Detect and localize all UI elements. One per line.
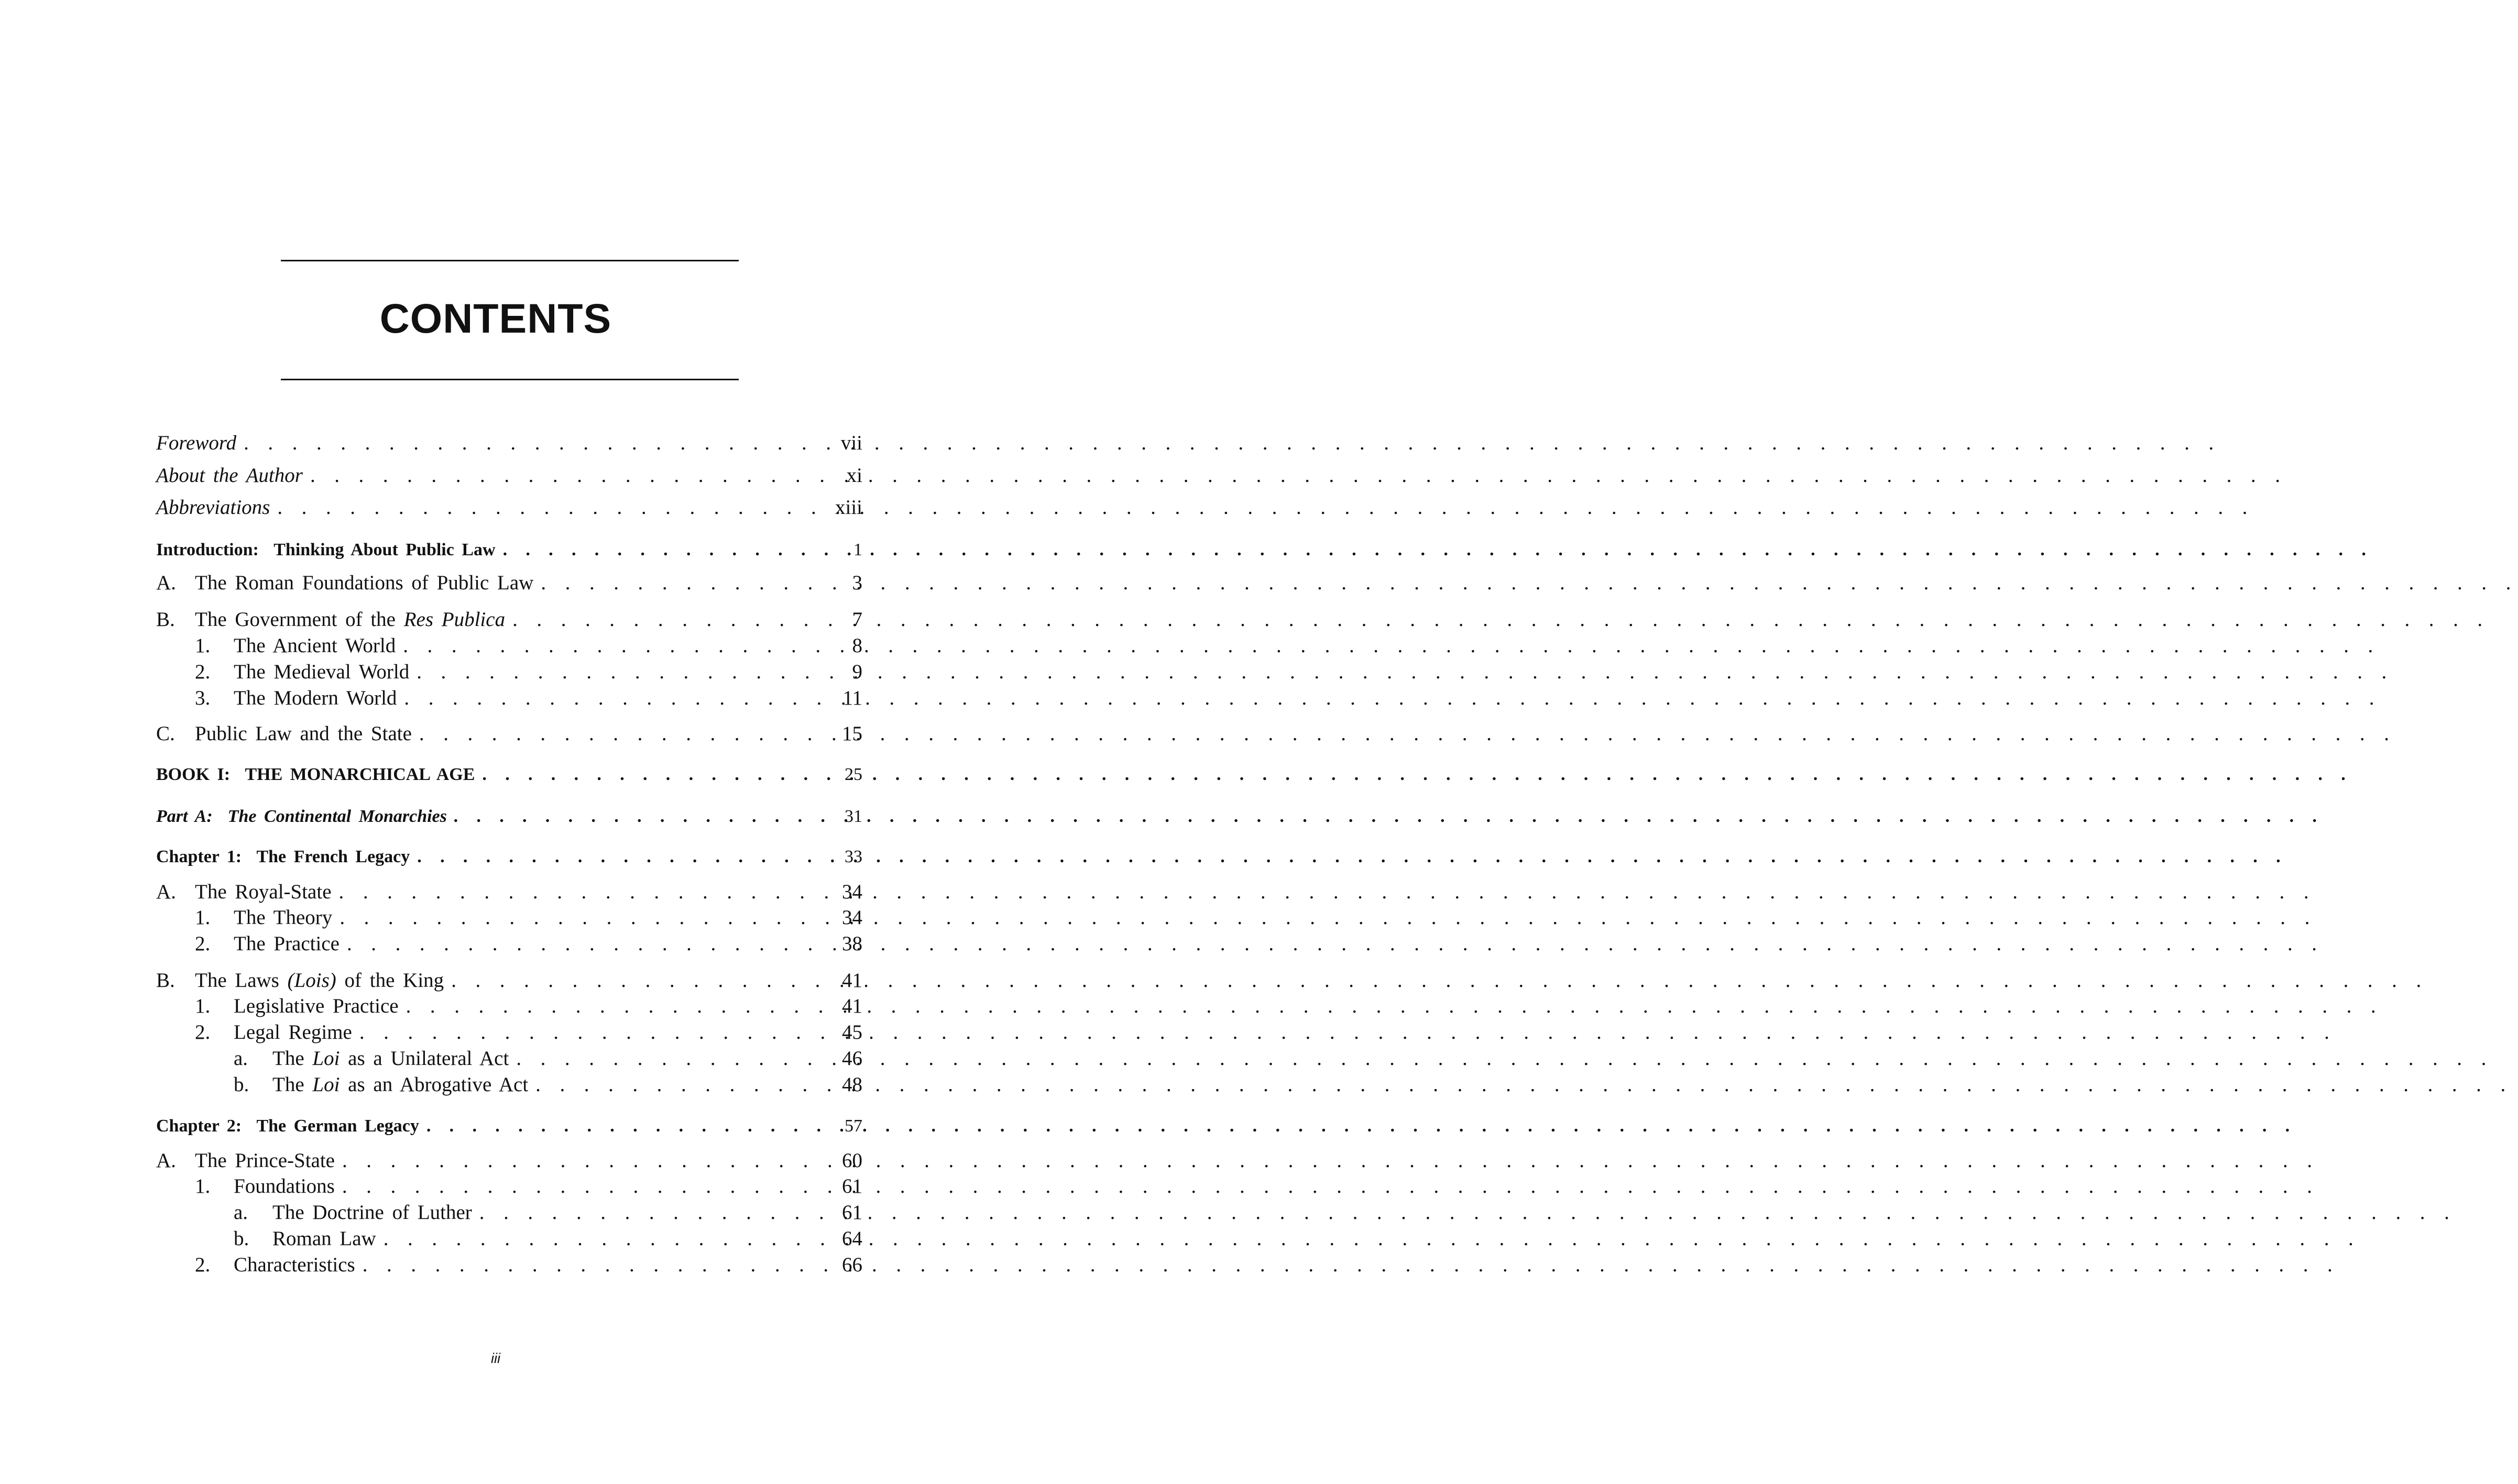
table-of-contents [156, 0, 862, 1484]
dot-leader [355, 1255, 2339, 1275]
toc-entry-number: 2. [195, 1021, 211, 1043]
toc-entry-title-part: The Royal-State [195, 881, 332, 903]
toc-entry-title [156, 808, 447, 826]
toc-entry-title-part: Legal Regime [234, 1021, 352, 1043]
toc-entry-number: A. [156, 571, 176, 594]
toc-entry-title [234, 1255, 355, 1275]
toc-entry-title-part: The Doctrine of Luther [272, 1201, 472, 1224]
toc-entry-title [156, 766, 475, 784]
toc-entry-number: 2. [195, 1254, 211, 1276]
toc-entry-title-part: The Practice [234, 932, 340, 955]
toc-entry [156, 1065, 862, 1095]
dot-leader [340, 933, 2324, 954]
toc-entry-number: 1. [195, 995, 211, 1017]
toc-entry-title-part: Abbreviations [156, 496, 270, 519]
toc-entry [156, 714, 862, 744]
toc-entry [156, 1141, 862, 1171]
toc-entry [156, 1246, 862, 1275]
toc-entry-title [156, 497, 270, 518]
toc-entry-page-number: xi [846, 464, 862, 487]
toc-entry-title [156, 541, 496, 559]
toc-entry [156, 530, 862, 559]
dot-leader [419, 1117, 2297, 1135]
toc-entry-title-part: The [272, 1047, 313, 1070]
toc-entry-title [195, 573, 533, 593]
toc-entry-title-part: as an Abrogative Act [340, 1073, 529, 1096]
toc-entry-title [234, 688, 397, 708]
toc-entry-page-number: 33 [845, 847, 862, 866]
toc-entry-number: 2. [195, 932, 211, 955]
toc-entry-page-number: 15 [842, 722, 862, 745]
toc-entry [156, 1167, 862, 1196]
toc-entry-page-number: 61 [842, 1175, 862, 1197]
toc-entry-title [156, 848, 410, 866]
toc-entry [156, 796, 862, 826]
dot-leader [496, 541, 2373, 559]
toc-entry-title [234, 933, 340, 954]
toc-entry-title-part: The Modern World [234, 687, 397, 709]
toc-entry-number: 2. [195, 661, 211, 683]
toc-entry-number: C. [156, 722, 175, 745]
toc-entry [156, 1193, 862, 1223]
dot-leader [270, 497, 2254, 518]
toc-entry [156, 679, 862, 708]
dot-leader [236, 433, 2220, 453]
toc-entry-page-number: 31 [845, 807, 862, 826]
toc-entry-title-part: Introduction: Thinking About Public Law [156, 540, 496, 559]
toc-entry-page-number: 34 [842, 906, 862, 929]
toc-entry-title-part: The Medieval World [234, 661, 410, 683]
toc-entry-title-part: Part A: The Continental Monarchies [156, 807, 447, 826]
toc-entry-number: b. [234, 1227, 249, 1250]
toc-entry-page-number: xiii [835, 496, 862, 519]
toc-entry [156, 837, 862, 866]
dot-leader [397, 688, 2381, 708]
toc-entry-title-part: Public Law and the State [195, 722, 412, 745]
toc-entry [156, 754, 862, 784]
toc-entry [156, 1106, 862, 1135]
toc-entry-number: a. [234, 1047, 248, 1070]
toc-entry-page-number: 61 [842, 1201, 862, 1224]
toc-entry-page-number: 9 [852, 661, 862, 683]
toc-entry-title [156, 433, 236, 453]
toc-entry-page-number: 7 [852, 608, 862, 631]
toc-entry-title-part: BOOK I: THE MONARCHICAL AGE [156, 765, 475, 784]
toc-entry-page-number: 64 [842, 1227, 862, 1250]
toc-entry-page-number: 8 [852, 634, 862, 657]
toc-entry [156, 564, 862, 593]
toc-entry-title-part: The Government of the [195, 608, 404, 631]
toc-entry-number: 1. [195, 634, 211, 657]
toc-entry [156, 898, 862, 928]
dot-leader [412, 723, 2396, 744]
toc-entry-page-number: 46 [842, 1047, 862, 1070]
toc-entry-title-part: Foreword [156, 432, 237, 454]
toc-entry [156, 873, 862, 902]
toc-entry [156, 961, 862, 991]
toc-entry-title-part: The Theory [234, 906, 333, 929]
toc-entry-page-number: 60 [842, 1149, 862, 1172]
toc-entry-title-part: Roman Law [272, 1227, 376, 1250]
dot-leader [410, 848, 2287, 866]
toc-entry-page-number: 3 [852, 571, 862, 594]
toc-entry-number: b. [234, 1073, 249, 1096]
dot-leader [303, 465, 2287, 486]
toc-entry-title-part: Loi [312, 1073, 340, 1096]
toc-entry-page-number: 34 [842, 881, 862, 903]
toc-entry [156, 626, 862, 656]
toc-entry-title-part: The Ancient World [234, 634, 396, 657]
toc-entry [156, 925, 862, 954]
toc-entry [156, 424, 862, 453]
toc-entry-page-number: vii [840, 432, 862, 454]
toc-entry-number: A. [156, 881, 176, 903]
toc-entry-number: A. [156, 1149, 176, 1172]
toc-entry [156, 1039, 862, 1069]
toc-entry-title-part: The Prince-State [195, 1149, 335, 1172]
toc-entry-title [195, 723, 412, 744]
toc-entry-title-part: Characteristics [234, 1254, 355, 1276]
toc-entry-number: B. [156, 608, 175, 631]
toc-entry-page-number: 1 [853, 540, 862, 559]
toc-entry-title-part: Chapter 1: The French Legacy [156, 847, 410, 866]
toc-entry [156, 653, 862, 682]
toc-entry-page-number: 41 [842, 995, 862, 1017]
dot-leader [475, 766, 2352, 784]
toc-entry-title-part: The Roman Foundations of Public Law [195, 571, 534, 594]
toc-entry-page-number: 41 [842, 969, 862, 992]
toc-entry-page-number: 57 [845, 1116, 862, 1136]
toc-entry-title-part: of the King [336, 969, 444, 992]
toc-entry [156, 488, 862, 518]
toc-entry-page-number: 45 [842, 1021, 862, 1043]
toc-entry-title [272, 1074, 528, 1095]
page-title: CONTENTS [379, 295, 612, 342]
toc-entry [156, 987, 862, 1016]
toc-entry-title-part: About the Author [156, 464, 303, 487]
toc-entry-title-part: Foundations [234, 1175, 335, 1197]
toc-entry-number: 3. [195, 687, 211, 709]
toc-entry-title-part: Loi [312, 1047, 340, 1070]
toc-entry [156, 600, 862, 630]
dot-leader [447, 808, 2325, 826]
toc-entry [156, 1013, 862, 1042]
page-folio: iii [491, 1350, 500, 1366]
toc-entry-page-number: 38 [842, 932, 862, 955]
toc-entry-page-number: 25 [845, 765, 862, 784]
toc-entry-title-part: Chapter 2: The German Legacy [156, 1116, 419, 1136]
toc-entry-title-part: as a Unilateral Act [340, 1047, 509, 1070]
toc-entry-page-number: 11 [842, 687, 862, 709]
toc-entry-page-number: 48 [842, 1073, 862, 1096]
toc-entry-title-part: Res Publica [403, 608, 506, 631]
toc-entry-page-number: 66 [842, 1254, 862, 1276]
toc-entry-number: 1. [195, 906, 211, 929]
toc-entry-title [156, 1117, 419, 1135]
toc-entry-title-part: (Lois) [287, 969, 336, 992]
toc-entry [156, 1219, 862, 1249]
toc-entry [156, 456, 862, 486]
toc-entry-number: B. [156, 969, 175, 992]
toc-entry-number: a. [234, 1201, 248, 1224]
toc-entry-title-part: The Laws [195, 969, 288, 992]
toc-entry-title [156, 465, 303, 486]
toc-entry-title-part: The [272, 1073, 313, 1096]
toc-entry-number: 1. [195, 1175, 211, 1197]
toc-entry-title-part: Legislative Practice [234, 995, 399, 1017]
